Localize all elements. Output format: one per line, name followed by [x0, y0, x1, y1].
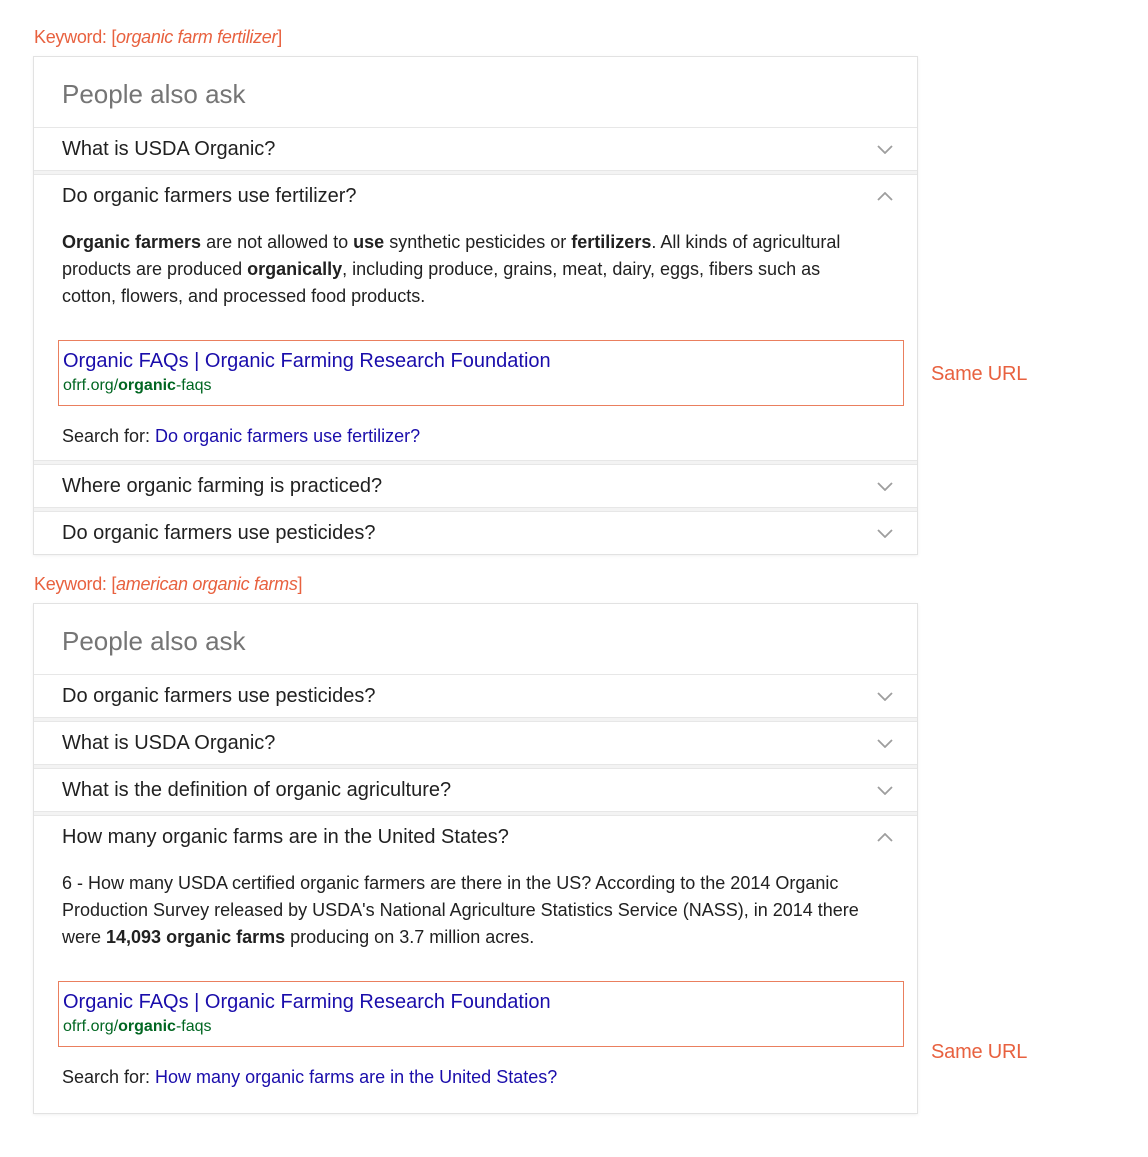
chevron-down-icon[interactable] — [877, 482, 893, 491]
keyword-bracket-close: ] — [277, 27, 282, 47]
paa-question-row[interactable] — [34, 675, 917, 717]
paa-question-row-expanded[interactable] — [34, 816, 917, 858]
answer-snippet: Organic farmers are not allowed to use synthetic pesticides or fertilizers. All kinds of agricultural products are produced organically, including produce, grains, meat, dairy, eggs, fibers such as cotton, flowers, and processed food products. — [62, 232, 841, 306]
paa-question-row-expanded[interactable] — [34, 175, 917, 217]
paa-question-row[interactable] — [34, 722, 917, 764]
question-label: Do organic farmers use pesticides? — [62, 521, 376, 544]
question-label: Do organic farmers use pesticides? — [62, 684, 376, 707]
chevron-up-icon[interactable] — [877, 833, 893, 842]
paa-question-row[interactable] — [34, 465, 917, 507]
same-url-highlight-box — [58, 981, 904, 1047]
keyword-annotation-2 — [34, 573, 1148, 595]
answer-snippet: 6 - How many USDA certified organic farmers are there in the US? According to the 2014 Organic Production Survey released by USDA's National Agriculture Statistics Service (NASS), in 2014 there were 14,093 organic farms producing on 3.7 million acres. — [62, 873, 859, 947]
keyword-label: Keyword: [ — [34, 574, 117, 594]
people-also-ask-box-1 — [33, 56, 918, 555]
chevron-down-icon[interactable] — [877, 145, 893, 154]
chevron-down-icon[interactable] — [877, 692, 893, 701]
result-url: ofrf.org/organic-faqs — [63, 377, 212, 394]
question-label: What is USDA Organic? — [62, 137, 276, 160]
chevron-up-icon[interactable] — [877, 192, 893, 201]
same-url-annotation-1: Same URL — [931, 363, 1028, 385]
box-bottom-padding — [34, 1101, 917, 1113]
search-for-label: Search for: — [62, 1067, 156, 1087]
paa-expanded-item — [34, 816, 917, 1089]
keyword-annotation-1 — [34, 26, 1148, 48]
result-title-link[interactable]: Organic FAQs | Organic Farming Research Foundation — [63, 350, 551, 372]
search-for-line — [62, 1065, 889, 1089]
same-url-annotation-2: Same URL — [931, 1041, 1028, 1063]
same-url-highlight-box — [58, 340, 904, 406]
search-for-link[interactable]: Do organic farmers use fertilizer? — [155, 426, 421, 446]
search-for-label: Search for: — [62, 426, 156, 446]
question-label: Do organic farmers use fertilizer? — [62, 184, 357, 207]
chevron-down-icon[interactable] — [877, 529, 893, 538]
paa-header: People also ask — [62, 626, 246, 656]
search-for-link[interactable]: How many organic farms are in the United States? — [155, 1067, 558, 1087]
question-label: Where organic farming is practiced? — [62, 474, 383, 497]
chevron-down-icon[interactable] — [877, 739, 893, 748]
paa-header: People also ask — [62, 79, 246, 109]
question-label: How many organic farms are in the United States? — [62, 825, 509, 848]
keyword-bracket-close: ] — [297, 574, 303, 594]
paa-question-row[interactable] — [34, 128, 917, 170]
keyword-term: organic farm fertilizer — [116, 27, 278, 47]
people-also-ask-box-2 — [33, 603, 918, 1114]
paa-question-row[interactable] — [34, 512, 917, 554]
result-url: ofrf.org/organic-faqs — [63, 1018, 212, 1035]
search-for-line — [62, 424, 889, 448]
result-title-link[interactable]: Organic FAQs | Organic Farming Research Foundation — [63, 991, 551, 1013]
paa-question-row[interactable] — [34, 769, 917, 811]
keyword-label: Keyword: [ — [34, 27, 117, 47]
paa-expanded-item — [34, 175, 917, 448]
keyword-term: american organic farms — [116, 574, 298, 594]
question-label: What is USDA Organic? — [62, 731, 276, 754]
chevron-down-icon[interactable] — [877, 786, 893, 795]
question-label: What is the definition of organic agriculture? — [62, 778, 452, 801]
